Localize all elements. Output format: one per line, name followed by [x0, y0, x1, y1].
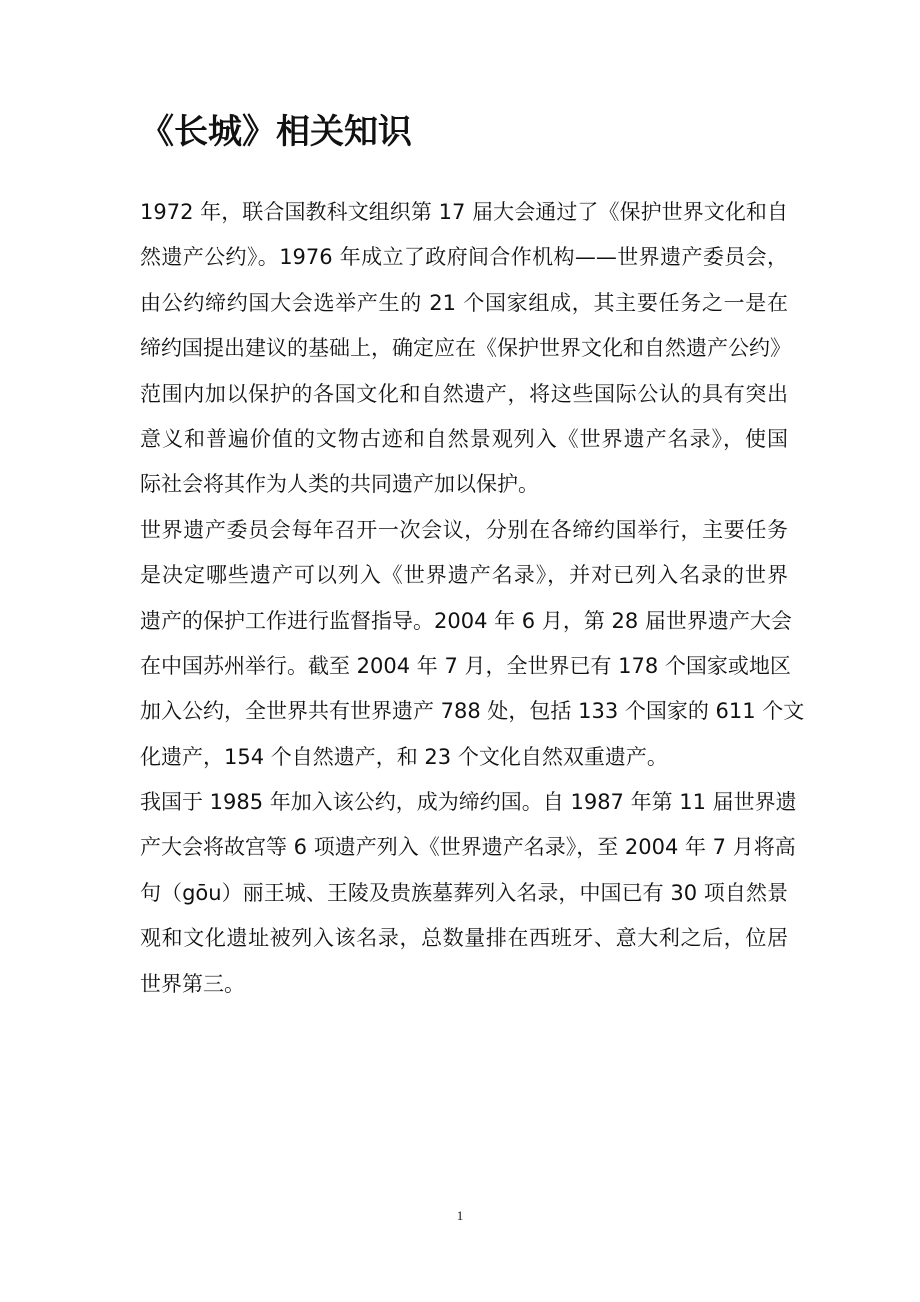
page-number: 1 — [456, 1208, 464, 1223]
paragraph-3 — [140, 780, 797, 1007]
text-line: 际社会将其作为人类的共同遗产加以保护。 — [140, 472, 539, 497]
text-line: 由公约缔约国大会选举产生的 21 个国家组成，其主要任务之一是在 — [140, 290, 788, 315]
text-line: 观和文化遗址被列入该名录，总数量排在西班牙、意大利之后，位居 — [140, 926, 788, 951]
text-line: 遗产的保护工作进行监督指导。2004 年 6 月，第 28 届世界遗产大会 — [140, 608, 792, 633]
paragraph-1 — [140, 190, 791, 508]
page-title: 《长城》相关知识 — [140, 112, 412, 152]
text-line: 我国于 1985 年加入该公约，成为缔约国。自 1987 年第 11 届世界遗 — [140, 790, 797, 815]
text-line: 在中国苏州举行。截至 2004 年 7 月，全世界已有 178 个国家或地区 — [140, 653, 791, 678]
text-line: 世界遗产委员会每年召开一次会议，分别在各缔约国举行，主要任务 — [140, 517, 788, 542]
text-line: 范围内加以保护的各国文化和自然遗产，将这些国际公认的具有突出 — [140, 381, 788, 406]
document-body — [140, 190, 805, 1007]
text-line: 然遗产公约》。1976 年成立了政府间合作机构——世界遗产委员会， — [140, 245, 788, 270]
text-line: 缔约国提出建议的基础上，确定应在《保护世界文化和自然遗产公约》 — [140, 336, 791, 361]
paragraph-2 — [140, 508, 805, 780]
text-line: 意义和普遍价值的文物古迹和自然景观列入《世界遗产名录》，使国 — [140, 426, 788, 451]
text-line: 加入公约，全世界共有世界遗产 788 处，包括 133 个国家的 611 个文 — [140, 699, 805, 724]
text-line: 化遗产，154 个自然遗产，和 23 个文化自然双重遗产。 — [140, 744, 668, 769]
text-line: 1972 年，联合国教科文组织第 17 届大会通过了《保护世界文化和自 — [140, 200, 788, 224]
text-line: 是决定哪些遗产可以列入《世界遗产名录》，并对已列入名录的世界 — [140, 563, 788, 588]
text-line: 世界第三。 — [140, 971, 245, 996]
text-line: 句（gōu）丽王城、王陵及贵族墓葬列入名录，中国已有 30 项自然景 — [140, 880, 788, 905]
text-line: 产大会将故宫等 6 项遗产列入《世界遗产名录》，至 2004 年 7 月将高 — [140, 835, 796, 860]
